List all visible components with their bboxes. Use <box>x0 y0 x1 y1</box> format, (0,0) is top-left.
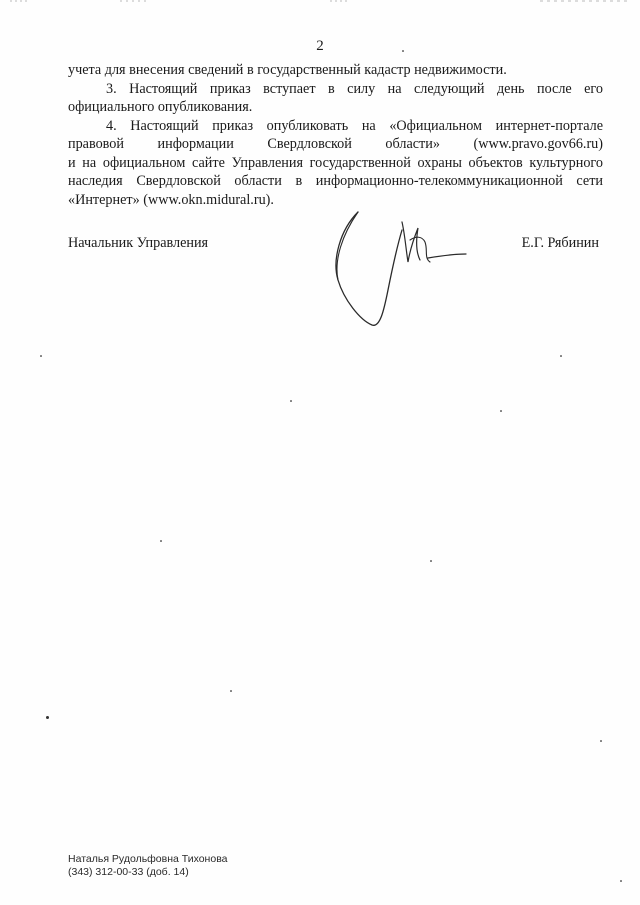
text-line: 3. Настоящий приказ вступает в силу на следующий день после его <box>106 80 603 97</box>
scan-speck <box>46 716 49 719</box>
text-line: 4. Настоящий приказ опубликовать на «Официальном интернет-портале <box>106 117 603 134</box>
scan-edge-marks <box>0 0 640 3</box>
paragraph-4 <box>68 117 603 210</box>
scan-speck <box>160 540 162 542</box>
scan-speck <box>430 560 432 562</box>
text-line: официального опубликования. <box>68 99 253 115</box>
signatory-position: Начальник Управления <box>68 235 209 251</box>
executor-name: Наталья Рудольфовна Тихонова <box>68 853 228 865</box>
text-line: учета для внесения сведений в государственный кадастр недвижимости. <box>68 62 507 78</box>
paragraph-3 <box>68 80 603 117</box>
executor-footer <box>68 853 228 879</box>
text-line: и на официальном сайте Управления государственной охраны объектов культурного <box>68 154 603 171</box>
scan-speck <box>620 880 622 882</box>
paragraph-continuation <box>68 61 603 80</box>
scan-speck <box>290 400 292 402</box>
handwritten-signature <box>330 200 470 330</box>
scan-speck <box>500 410 502 412</box>
scan-speck <box>40 355 42 357</box>
scan-speck <box>600 740 602 742</box>
text-line: «Интернет» (www.okn.midural.ru). <box>68 191 274 208</box>
page-number: 2 <box>316 38 324 54</box>
executor-phone: (343) 312-00-33 (доб. 14) <box>68 866 189 878</box>
scan-speck <box>402 50 404 52</box>
document-body <box>68 61 603 209</box>
signatory-name: Е.Г. Рябинин <box>521 235 599 251</box>
text-line: наследия Свердловской области в информационно-телекоммуникационной сети <box>68 173 603 189</box>
text-line: правовой информации Свердловской области» (www.pravo.gov66.ru) <box>68 136 603 152</box>
scan-speck <box>230 690 232 692</box>
scan-speck <box>560 355 562 357</box>
